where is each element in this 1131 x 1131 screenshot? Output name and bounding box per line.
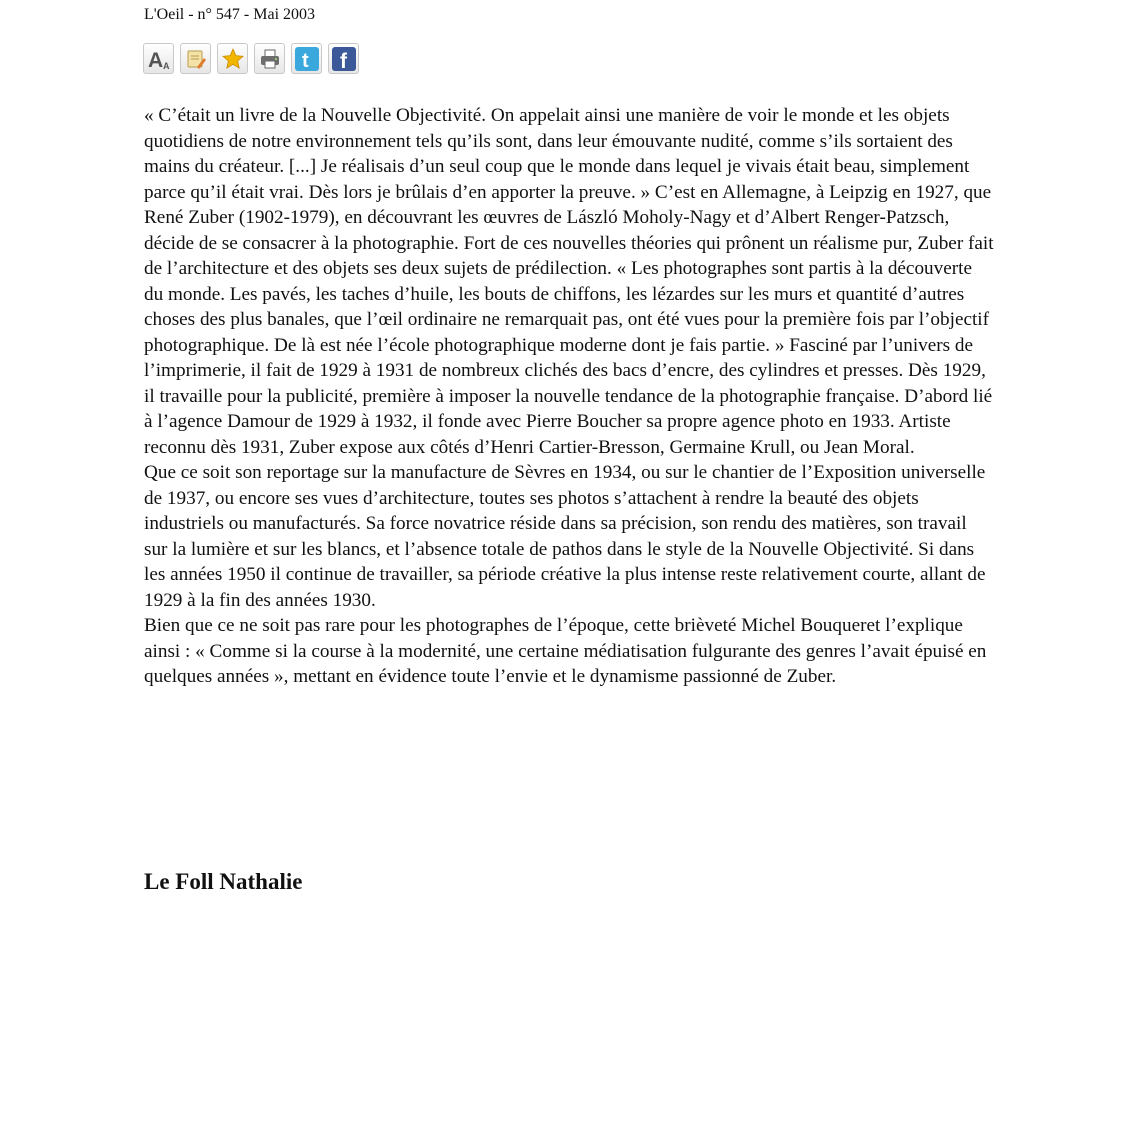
article-paragraph: Bien que ce ne soit pas rare pour les photographes de l’époque, cette brièveté Michel Bouqueret l’explique ainsi : « Comme si la course à la modernité, une certaine médiatisation fulgurante des genres l’avait épuisé en quelques années », mettant en évidence toute l’envie et le dynamisme passionné de Zuber. (144, 615, 987, 687)
svg-text:A: A (147, 48, 163, 72)
annotate-icon (184, 47, 208, 71)
article-paragraph: « C’était un livre de la Nouvelle Objectivité. On appelait ainsi une manière de voir le monde et les objets quotidiens de notre environnement tels qu’ils sont, dans leur émouvante nudité, comme s’ils sortaient des mains du créateur. [...] Je réalisais d’un seul coup que le monde dans lequel je vivais était beau, simplement parce qu’il était vrai. Dès lors je brûlais d’en apporter la preuve. » C’est en Allemagne, à Leipzig en 1927, que René Zuber (1902-1979), en découvrant les œuvres de László Moholy-Nagy et d’Albert Renger-Patzsch, décide de se consacrer à la photographie. Fort de ces nouvelles théories qui prônent un réalisme pur, Zuber fait de l’architecture et des objets ses deux sujets de prédilection. « Les photographes sont partis à la découverte du monde. Les pavés, les taches d’huile, les bouts de chiffons, les lézardes sur les murs et quantité d’autres choses des plus banales, que l’œil ordinaire ne remarquait pas, ont été vues pour la première fois par l’objectif photographique. De là est née l’école photographique moderne dont je fais partie. » Fasciné par l’univers de l’imprimerie, il fait de 1929 à 1931 de nombreux clichés des bacs d’encre, des cylindres et presses. Dès 1929, il travaille pour la publicité, première à imposer la nouvelle tendance de la photographie française. D’abord lié à l’agence Damour de 1929 à 1932, il fonde avec Pierre Boucher sa propre agence photo en 1933. Artiste reconnu dès 1931, Zuber expose aux côtés d’Henri Cartier-Bresson, Germaine Krull, ou Jean Moral. (144, 105, 994, 458)
font-size-icon (146, 46, 172, 72)
author-name: Le Foll Nathalie (144, 869, 303, 894)
printer-icon (258, 47, 282, 71)
font-size-button[interactable] (143, 43, 174, 74)
twitter-icon (294, 46, 320, 72)
annotate-button[interactable] (180, 43, 211, 74)
source-line: L'Oeil - n° 547 - Mai 2003 (144, 6, 316, 23)
article-body (144, 103, 994, 690)
twitter-button[interactable] (291, 43, 322, 74)
facebook-icon (331, 46, 357, 72)
svg-text:f: f (339, 49, 347, 72)
print-button[interactable] (254, 43, 285, 74)
article-paragraph: Que ce soit son reportage sur la manufacture de Sèvres en 1934, ou sur le chantier de l’Exposition universelle de 1937, ou encore ses vues d’architecture, toutes ses photos s’attachent à rendre la beauté des objets industriels ou manufacturés. Sa force novatrice réside dans sa précision, son rendu des matières, son travail sur la lumière et sur les blancs, et l’absence totale de pathos dans le style de la Nouvelle Objectivité. Si dans les années 1950 il continue de travailler, sa période créative la plus intense reste relativement courte, allant de 1929 à la fin des années 1930. (144, 462, 986, 611)
star-icon (221, 47, 245, 71)
svg-text:A: A (162, 60, 169, 71)
favorite-button[interactable] (217, 43, 248, 74)
facebook-button[interactable] (328, 43, 359, 74)
svg-text:t: t (301, 49, 309, 72)
article-toolbar (143, 43, 359, 74)
